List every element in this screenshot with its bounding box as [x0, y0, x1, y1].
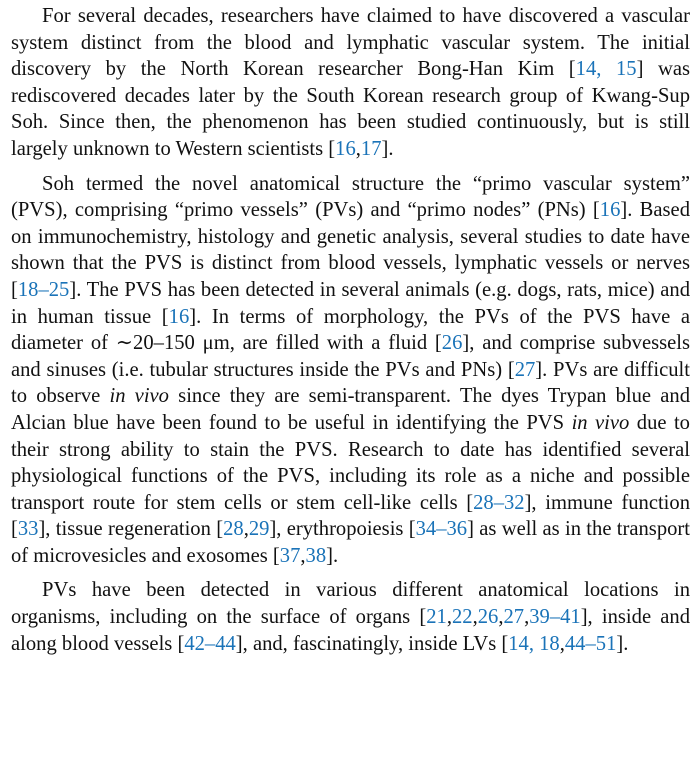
- body-text: ]. In terms of morphology, the PVs of the PVS have a diameter of ∼20–150 μm, are filled with a fluid [: [11, 305, 691, 355]
- citation-link[interactable]: 16: [335, 137, 356, 160]
- citation-link[interactable]: 17: [360, 137, 382, 160]
- body-text: ]. PVs are difficult to observe: [11, 358, 690, 408]
- body-text: ], erythropoiesis [: [269, 518, 416, 541]
- body-text: ], and, fascinatingly, inside LVs [: [235, 632, 509, 655]
- body-text: Soh termed the novel anatomical structure the “primo vascular system” (PVS), comprising “primo vessels” (PVs) and “primo nodes” (PNs) [: [11, 172, 690, 222]
- body-text: ], tissue regeneration [: [38, 518, 224, 541]
- citation-link[interactable]: 34–36: [415, 518, 468, 541]
- citation-link[interactable]: 18–25: [17, 278, 70, 301]
- citation-link[interactable]: 29: [248, 518, 270, 541]
- citation-link[interactable]: 26: [441, 332, 463, 355]
- citation-link[interactable]: 14, 18: [508, 632, 560, 655]
- body-text: For several decades, researchers have claimed to have discovered a vascular system distinct from the blood and lymphatic vascular system. The initial discovery by the North Korean researcher Bong-Han Kim [: [11, 5, 690, 81]
- body-text: ].: [381, 137, 394, 160]
- body-text: ]. The PVS has been detected in several animals (e.g. dogs, rats, mice) and in human tissue [: [11, 278, 690, 328]
- body-text: due to their strong ability to stain the PVS. Research to date has identified several physiological functions of the PVS, including its role as a niche and possible transport route for stem cells or stem cell-like cells [: [11, 411, 690, 514]
- citation-link[interactable]: 28–32: [473, 491, 525, 514]
- body-text: since they are semi-transparent. The dyes Trypan blue and Alcian blue have been found to be useful in identifying the PVS: [11, 385, 691, 434]
- body-text: ,: [524, 606, 530, 629]
- citation-link[interactable]: 22: [451, 606, 473, 629]
- body-text: ], inside and along blood vessels [: [11, 606, 690, 655]
- body-text: ,: [446, 606, 452, 629]
- citation-link[interactable]: 38: [305, 544, 327, 567]
- italic-text: in vivo: [571, 411, 630, 434]
- body-text: ] as well as in the transport of microvesicles and exosomes [: [11, 518, 690, 567]
- body-text: ,: [300, 544, 306, 567]
- citation-link[interactable]: 39–41: [529, 606, 581, 629]
- citation-link[interactable]: 14, 15: [575, 58, 637, 81]
- citation-link[interactable]: 33: [17, 518, 39, 541]
- citation-link[interactable]: 21: [426, 606, 447, 629]
- citation-link[interactable]: 42–44: [184, 632, 236, 655]
- paragraph: [11, 3, 690, 163]
- body-text: ,: [472, 606, 478, 629]
- body-text: ,: [355, 137, 361, 160]
- paragraph: [11, 577, 690, 657]
- citation-link[interactable]: 27: [503, 606, 525, 629]
- body-text: ,: [498, 606, 504, 629]
- body-text: ].: [616, 632, 629, 655]
- body-text: ], immune function [: [11, 491, 690, 541]
- italic-text: in vivo: [109, 385, 169, 408]
- body-text: ,: [559, 632, 565, 655]
- body-text: ,: [243, 518, 249, 541]
- citation-link[interactable]: 16: [168, 305, 190, 328]
- body-text: ]. Based on immunochemistry, histology and genetic analysis, several studies to date have shown that the PVS is distinct from blood vessels, lymphatic vessels or nerves [: [11, 199, 690, 301]
- body-text: ] was rediscovered decades later by the South Korean research group of Kwang-Sup Soh. Since then, the phenomenon has been studied continuously, but is still largely unknown to Western scientists [: [11, 58, 690, 160]
- body-text: PVs have been detected in various different anatomical locations in organisms, including on the surface of organs [: [11, 579, 690, 629]
- body-text: ], and comprise subvessels and sinuses (i.e. tubular structures inside the PVs and PNs) [: [11, 332, 690, 381]
- citation-link[interactable]: 44–51: [564, 632, 617, 655]
- citation-link[interactable]: 27: [514, 358, 536, 381]
- paragraph: [11, 171, 690, 570]
- citation-link[interactable]: 28: [223, 518, 244, 541]
- body-text: ].: [326, 544, 339, 567]
- citation-link[interactable]: 16: [599, 199, 621, 222]
- citation-link[interactable]: 26: [477, 606, 499, 629]
- citation-link[interactable]: 37: [279, 544, 301, 567]
